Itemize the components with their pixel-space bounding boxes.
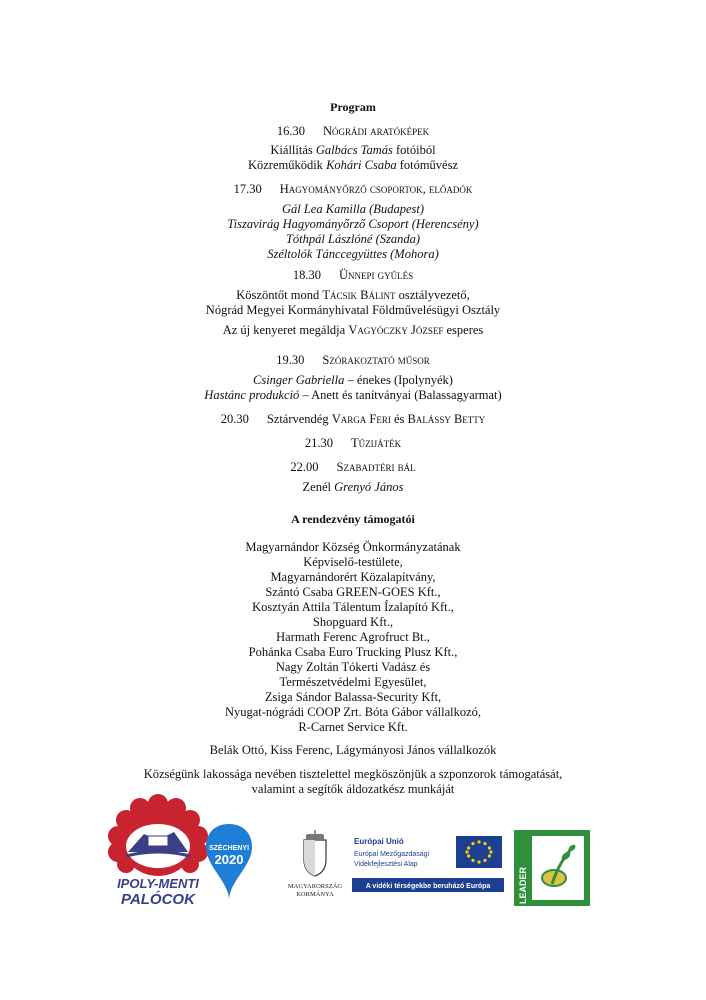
ipoly-text-1: IPOLY-MENTI [117, 876, 199, 891]
sponsor-line: Kosztyán Attila Tálentum Ízalapító Kft., [252, 600, 454, 614]
program-heading: Program [330, 100, 376, 114]
name: Tácsik Bálint [322, 288, 396, 302]
eu-title: Európai Unió [354, 837, 404, 846]
sponsor-line: Természetvédelmi Egyesület, [279, 675, 427, 689]
time-17-30: 17.30 [233, 182, 262, 196]
gov-text-2: KORMÁNYA [296, 891, 334, 898]
sponsors-heading: A rendezvény támogatói [291, 512, 415, 526]
program-item-3 [0, 268, 706, 283]
bread-line [0, 323, 706, 338]
text: – Anett és tanítványai (Balassagyarmat) [299, 388, 502, 402]
name: Varga Feri [331, 412, 391, 426]
program-item-1 [0, 124, 706, 139]
entrepreneurs-line: Belák Ottó, Kiss Ferenc, Lágymányosi János vállalkozók [209, 743, 497, 757]
time-16-30: 16.30 [276, 124, 305, 138]
sponsor-line: R-Carnet Service Kft. [298, 720, 408, 734]
group-2: Tiszavirág Hagyományőrző Csoport (Herencsény) [227, 217, 479, 231]
leader-logo [514, 830, 590, 906]
singer-line [0, 373, 706, 388]
sponsor-line: Nagy Zoltán Tókerti Vadász és [275, 660, 431, 674]
szechenyi-label: SZÉCHENYI [208, 845, 250, 852]
title-szorakoztato: Szórakoztató műsor [322, 353, 430, 367]
name: Kohári Csaba [326, 158, 397, 172]
title-hagyomanyorzo: Hagyományőrző csoportok, előadók [279, 182, 473, 196]
thanks-line-2: valamint a segítők áldozatkész munkáját [251, 782, 455, 796]
time-21-30: 21.30 [304, 436, 333, 450]
sponsor-line: Nyugat-nógrádi COOP Zrt. Bóta Gábor vállalkozó, [224, 705, 482, 719]
name: Balássy Betty [407, 412, 486, 426]
program-item-4 [0, 353, 706, 368]
music-line [0, 480, 706, 495]
time-19-30: 19.30 [276, 353, 305, 367]
magyarorszag-kormanya-logo [284, 830, 346, 898]
assist-line [0, 158, 706, 173]
thanks-line-1: Községünk lakossága nevében tisztelettel megköszönjük a szponzorok támogatását, [143, 767, 563, 781]
sponsor-line: Magyarnándorért Közalapítvány, [270, 570, 436, 584]
sponsor-line: Harmath Ferenc Agrofruct Bt., [276, 630, 430, 644]
sponsor-line: Képviselő-testülete, [303, 555, 403, 569]
eu-eafrd-logo [350, 832, 508, 898]
text: Közreműködik [247, 158, 327, 172]
program-item-2 [0, 182, 706, 197]
szechenyi-year: 2020 [214, 852, 244, 867]
name: Galbács Tamás [315, 143, 393, 157]
eu-fund-1: Európai Mezőgazdasági [354, 851, 430, 858]
title-aratokepek: Nógrádi aratóképek [322, 124, 430, 138]
sponsor-line: Magyarnándor Község Önkormányzatának [245, 540, 461, 554]
name: Csinger Gabriella [253, 373, 345, 387]
text: Zenél [302, 480, 335, 494]
time-18-30: 18.30 [292, 268, 321, 282]
text: Köszöntőt mond [236, 288, 323, 302]
text: – énekes (Ipolynyék) [344, 373, 453, 387]
gov-text-1: MAGYARORSZÁG [287, 883, 343, 890]
title-tuzijatek: Tűzijáték [350, 436, 402, 450]
program-item-6 [0, 436, 706, 451]
text: fotóiból [392, 143, 436, 157]
ipoly-menti-palocok-logo [104, 790, 212, 908]
name: Grenyó János [334, 480, 404, 494]
group-3: Tóthpál Lászlóné (Szanda) [285, 232, 421, 246]
sponsor-line: Szántó Csaba GREEN-GOES Kft., [265, 585, 441, 599]
eu-banner: A vidéki térségekbe beruházó Európa [365, 883, 491, 890]
sponsor-line: Zsiga Sándor Balassa-Security Kft, [264, 690, 442, 704]
ipoly-text-2: PALÓCOK [121, 891, 195, 908]
text: fotóművész [396, 158, 459, 172]
szechenyi-2020-logo [204, 822, 254, 902]
belly-line [0, 388, 706, 403]
exhibit-line [0, 143, 706, 158]
group-4: Széltolók Tánccegyüttes (Mohora) [267, 247, 439, 261]
name: Hastánc produkció [204, 388, 300, 402]
leader-text: LEADER [518, 866, 528, 904]
office-line: Nógrád Megyei Kormányhivatal Földművelésügyi Osztály [205, 303, 501, 317]
greeting-line [0, 288, 706, 303]
text: Sztárvendég [266, 412, 332, 426]
time-20-30: 20.30 [220, 412, 249, 426]
time-22-00: 22.00 [290, 460, 319, 474]
eu-fund-2: Vidékfejlesztési Alap [354, 861, 418, 868]
name: Vagyóczky József [348, 323, 444, 337]
text: Az új kenyeret megáldja [222, 323, 349, 337]
text: Kiállítás [270, 143, 316, 157]
program-item-7 [0, 460, 706, 475]
program-item-5 [0, 412, 706, 427]
text: osztályvezető, [395, 288, 470, 302]
text: és [390, 412, 408, 426]
sponsor-line: Pohánka Csaba Euro Trucking Plusz Kft., [248, 645, 458, 659]
sponsor-line: Shopguard Kft., [312, 615, 394, 629]
text: esperes [443, 323, 484, 337]
group-1: Gál Lea Kamilla (Budapest) [281, 202, 424, 216]
title-unnepi: Ünnepi gyűlés [338, 268, 414, 282]
title-szabadteri: Szabadtéri bál [336, 460, 416, 474]
